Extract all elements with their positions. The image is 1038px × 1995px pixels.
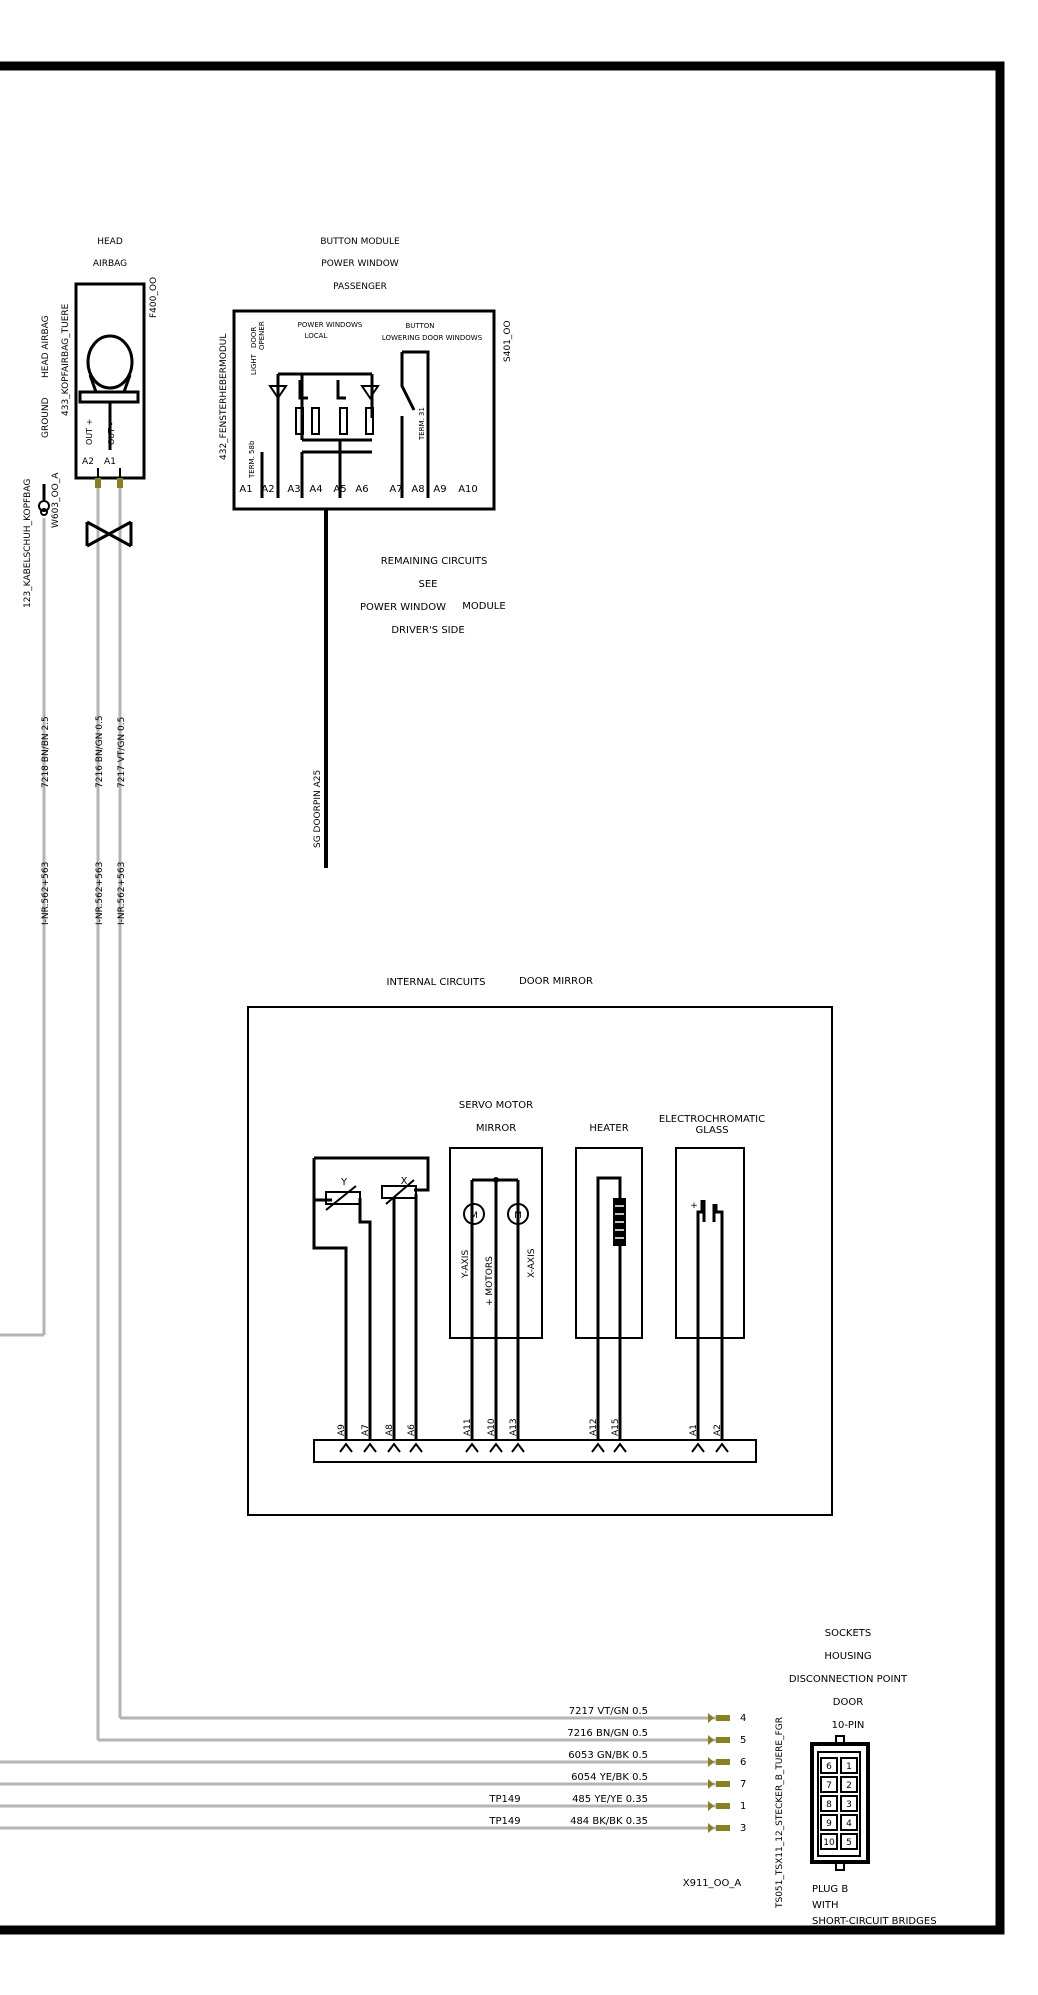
power-windows-local-2: LOCAL xyxy=(304,332,328,340)
led-2-icon xyxy=(362,386,378,398)
electrochromatic-box xyxy=(676,1148,744,1338)
airbag-icon xyxy=(88,336,132,388)
mirror-pin-a7: A7 xyxy=(361,1424,371,1436)
plug-title-4: DOOR xyxy=(832,1697,864,1708)
switch-icons xyxy=(300,380,346,398)
plug-row-6-tp: TP149 xyxy=(489,1816,521,1827)
wire-7217-label: 7217 VT/GN 0.5 xyxy=(117,716,127,788)
plug-title-2: HOUSING xyxy=(824,1651,872,1662)
button-module-title-2: POWER WINDOW xyxy=(321,259,399,269)
wire-7218-ref: I-NR.562+563 xyxy=(41,861,51,925)
resistor-2 xyxy=(312,408,319,434)
plug-row-6-pin: 3 xyxy=(740,1823,747,1834)
pot-y-label: Y xyxy=(340,1177,348,1188)
plug-note-3: SHORT-CIRCUIT BRIDGES xyxy=(812,1916,937,1927)
mirror-pin-a8: A8 xyxy=(385,1424,395,1436)
plug-terminals xyxy=(708,1713,730,1833)
mirror-pin-a10: A10 xyxy=(487,1418,497,1436)
plug-cell-10: 10 xyxy=(823,1838,835,1848)
door-mirror-title: DOOR MIRROR xyxy=(519,976,593,987)
plug-cell-2: 2 xyxy=(846,1781,852,1791)
mirror-pin-a12: A12 xyxy=(589,1418,599,1436)
button-module xyxy=(219,237,513,868)
remaining-circuits-1: REMAINING CIRCUITS xyxy=(380,556,488,567)
light-label: LIGHT xyxy=(250,354,258,375)
plug-row-2-label: 7216 BN/GN 0.5 xyxy=(567,1728,648,1739)
plug-row-2-pin: 5 xyxy=(740,1735,747,1746)
ground-lug-label: 123_KABELSCHUH_KOPFBAG xyxy=(23,478,33,608)
button-lowering-2: LOWERING DOOR WINDOWS xyxy=(381,334,483,342)
plug-row-4-pin: 7 xyxy=(740,1779,747,1790)
twisted-pair-icon xyxy=(87,522,131,546)
ground-point-label: W603_OO_A xyxy=(51,472,61,528)
bm-pin-a10: A10 xyxy=(458,484,478,495)
servo-motor-label-1: SERVO MOTOR xyxy=(458,1100,534,1111)
airbag-pin-a1-terminal xyxy=(117,478,123,488)
plug-row-5-label: 485 YE/YE 0.35 xyxy=(572,1794,648,1805)
button-module-circuit xyxy=(278,374,372,484)
potentiometer-y xyxy=(326,1192,360,1204)
electrochromatic-label-1: ELECTROCHROMATIC xyxy=(658,1114,766,1125)
mirror-pin-a1: A1 xyxy=(689,1424,699,1436)
electrochromatic-label-2: GLASS xyxy=(695,1125,729,1136)
remaining-circuits-3a: POWER WINDOW xyxy=(359,602,447,613)
head-airbag xyxy=(41,237,159,1740)
resistor-3 xyxy=(340,408,347,434)
plug-title-1: SOCKETS xyxy=(824,1628,872,1639)
term-58b-label: TERM. 58b xyxy=(248,440,256,478)
airbag-connector-name: 433_KOPFAIRBAG_TUERE xyxy=(61,303,71,416)
door-opener-label-2: OPENER xyxy=(258,321,266,350)
plug-row-3-label: 6053 GN/BK 0.5 xyxy=(568,1750,648,1761)
motor-y-label: M xyxy=(470,1211,478,1221)
bm-pin-a3: A3 xyxy=(287,484,301,495)
bm-pin-a6: A6 xyxy=(355,484,369,495)
ground-point xyxy=(0,472,61,1335)
plug-cell-1: 1 xyxy=(846,1762,852,1772)
button-module-pins xyxy=(239,484,477,495)
door-mirror xyxy=(248,976,832,1515)
ground-label: GROUND xyxy=(41,397,51,438)
plug-row-6-label: 484 BK/BK 0.35 xyxy=(570,1816,648,1827)
button-module-title-3: PASSENGER xyxy=(333,282,387,292)
button-lowering-1: BUTTON xyxy=(405,322,435,330)
plug-note-2: WITH xyxy=(812,1900,839,1911)
plug-row-3-pin: 6 xyxy=(740,1757,747,1768)
head-airbag-title-1: HEAD xyxy=(97,237,123,247)
electrochromatic-plus: + xyxy=(690,1201,698,1211)
plug-cell-6: 6 xyxy=(826,1762,832,1772)
y-axis-label: Y-AXIS xyxy=(461,1249,471,1278)
mirror-pin-a6: A6 xyxy=(407,1424,417,1436)
head-airbag-label: HEAD AIRBAG xyxy=(41,315,51,378)
bm-pin-a8: A8 xyxy=(411,484,425,495)
motor-x-label: M xyxy=(514,1211,522,1221)
airbag-out-plus: OUT + xyxy=(85,418,94,445)
power-windows-local-1: POWER WINDOWS xyxy=(297,321,363,329)
servo-motor-wires xyxy=(472,1180,518,1440)
plug-cell-9: 9 xyxy=(826,1819,832,1829)
pot-x-label: X xyxy=(400,1176,408,1187)
plug-name: TS051_TSX11_12_STECKER_B_TUERE_FGR xyxy=(775,1717,785,1908)
term-31-label: TERM. 31 xyxy=(418,407,426,440)
plug-cell-3: 3 xyxy=(846,1800,852,1810)
plug-cell-4: 4 xyxy=(846,1819,852,1829)
plug-cell-7: 7 xyxy=(826,1781,832,1791)
plug-row-1-label: 7217 VT/GN 0.5 xyxy=(568,1706,648,1717)
bm-pin-a5: A5 xyxy=(333,484,347,495)
mirror-pin-a2: A2 xyxy=(713,1424,723,1436)
airbag-out-minus: OUT - xyxy=(107,422,116,445)
electrochromatic-wires xyxy=(698,1200,722,1440)
button-module-ref: S401_OO xyxy=(503,320,513,362)
plug-note-1: PLUG B xyxy=(812,1884,849,1895)
wire-7216-ref: I-NR.562+563 xyxy=(95,861,105,925)
plug-row-1-pin: 4 xyxy=(740,1713,747,1724)
mirror-pin-a9: A9 xyxy=(337,1424,347,1436)
bm-pin-a7: A7 xyxy=(389,484,403,495)
plug-cell-5: 5 xyxy=(846,1838,852,1848)
wire-7216-label: 7216 BN/GN 0.5 xyxy=(95,715,105,788)
head-airbag-title-2: AIRBAG xyxy=(92,259,128,269)
servo-motor-label-2: MIRROR xyxy=(475,1123,517,1134)
servo-junction xyxy=(493,1177,499,1183)
plug-row-labels xyxy=(488,1706,746,1834)
plug-row-5-pin: 1 xyxy=(740,1801,747,1812)
mirror-pin-a11: A11 xyxy=(463,1418,473,1436)
sg-doorpin-label: SG DOORPIN A25 xyxy=(313,769,323,848)
bm-pin-a1: A1 xyxy=(239,484,253,495)
wire-7217-ref: I-NR.562+563 xyxy=(117,861,127,925)
button-module-name: 432_FENSTERHEBERMODUL xyxy=(219,333,229,460)
motors-label: + MOTORS xyxy=(485,1256,495,1306)
remaining-circuits-4: DRIVER'S SIDE xyxy=(391,625,465,636)
airbag-pin-a2-terminal xyxy=(95,478,101,488)
internal-circuits-label: INTERNAL CIRCUITS xyxy=(386,977,486,988)
x-axis-label: X-AXIS xyxy=(527,1248,537,1278)
plug-title-5: 10-PIN xyxy=(831,1720,865,1731)
plug-row-4-label: 6054 YE/BK 0.5 xyxy=(571,1772,648,1783)
airbag-icon-base xyxy=(80,392,138,402)
door-opener-label-1: DOOR xyxy=(250,326,258,348)
airbag-pin-a1: A1 xyxy=(104,457,116,467)
bm-pin-a9: A9 xyxy=(433,484,447,495)
head-airbag-ref: F400_OO xyxy=(149,276,159,318)
remaining-circuits-2: SEE xyxy=(418,579,438,590)
electrochromatic-glass-icon xyxy=(704,1200,714,1222)
bm-pin-a4: A4 xyxy=(309,484,323,495)
airbag-pin-a2: A2 xyxy=(82,457,94,467)
plug-title-3: DISCONNECTION POINT xyxy=(788,1674,908,1685)
plug-row-5-tp: TP149 xyxy=(489,1794,521,1805)
wire-7218-label: 7218 BN/BN 2.5 xyxy=(41,716,51,788)
mirror-pin-a13: A13 xyxy=(509,1418,519,1436)
potentiometer-wires xyxy=(360,1194,416,1440)
remaining-circuits-3b: MODULE xyxy=(462,601,506,612)
plug-cells xyxy=(821,1758,857,1849)
bm-pin-a2: A2 xyxy=(261,484,275,495)
mirror-pin-a15: A15 xyxy=(611,1418,621,1436)
button-module-title-1: BUTTON MODULE xyxy=(320,237,400,247)
heater-label: HEATER xyxy=(589,1123,629,1134)
door-plug xyxy=(0,1628,937,1927)
plug-ref: X911_OO_A xyxy=(682,1878,742,1889)
mirror-connector-strip xyxy=(314,1440,756,1462)
mirror-pin-sockets xyxy=(340,1444,728,1452)
plug-cell-8: 8 xyxy=(826,1800,832,1810)
